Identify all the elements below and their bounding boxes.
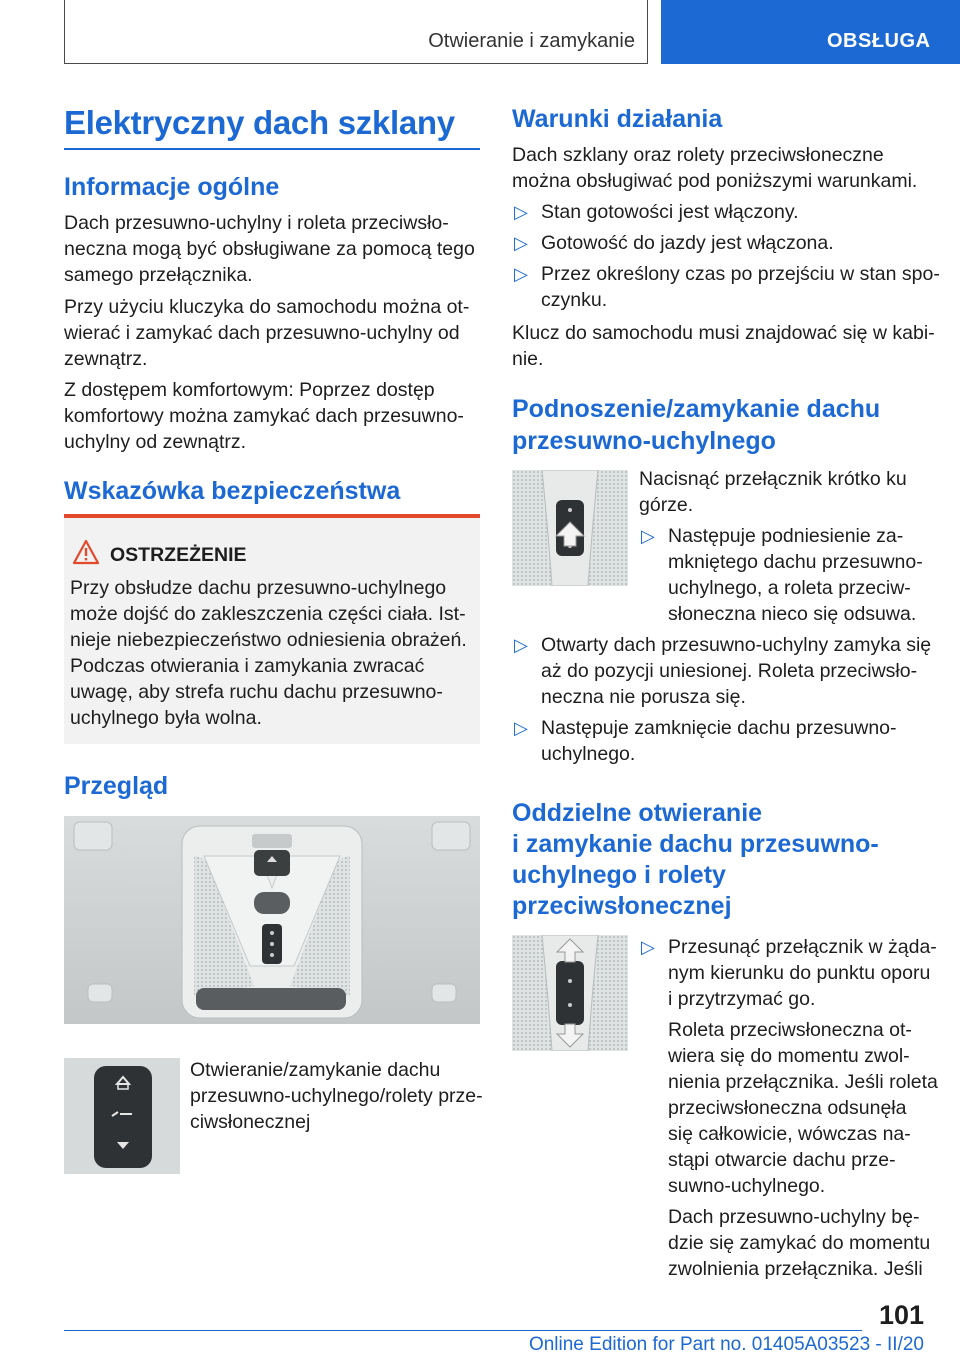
warning-line: nieje niebezpieczeństwo odniesienia obrażeń.	[70, 629, 467, 651]
separate-heading: i zamykanie dachu przesuwno-	[512, 830, 879, 858]
warning-line: może dojść do zakleszczenia części ciała. Ist-	[70, 603, 466, 625]
raise-bullet-line: uchylnego, a roleta przeciw-	[668, 577, 911, 599]
conditions-bullet: Gotowość do jazdy jest włączona.	[541, 232, 834, 254]
separate-paragraph-line: przeciwsłoneczna odsunęła	[668, 1097, 907, 1119]
separate-paragraph-line: Dach przesuwno-uchylny bę-	[668, 1206, 920, 1228]
bullet-arrow-icon: ▷	[514, 264, 528, 284]
raise-bullet-line: słoneczna nieco się odsuwa.	[668, 603, 917, 625]
bullet-arrow-icon: ▷	[641, 937, 655, 957]
conditions-bullet: Przez określony czas po przejściu w stan spo-	[541, 263, 940, 285]
separate-paragraph-line: nienia przełącznika. Jeśli roleta	[668, 1071, 938, 1093]
conditions-bullet: Stan gotowości jest włączony.	[541, 201, 799, 223]
raise-bullet-line: uchylnego.	[541, 743, 636, 765]
bullet-arrow-icon: ▷	[514, 233, 528, 253]
header-chapter-tab	[661, 0, 960, 64]
warning-title: OSTRZEŻENIE	[110, 544, 247, 566]
separate-bullet-line: i przytrzymać go.	[668, 988, 816, 1010]
separate-paragraph-line: suwno-uchylnego.	[668, 1175, 826, 1197]
conditions-intro: Dach szklany oraz rolety przeciwsłoneczne	[512, 144, 884, 166]
image-caption-line: Otwieranie/zamykanie dachu	[190, 1059, 441, 1081]
bullet-arrow-icon: ▷	[641, 526, 655, 546]
warning-triangle-icon	[72, 539, 100, 565]
raise-bullet-line: mkniętego dachu przesuwno-	[668, 551, 923, 573]
raise-bullet-line: Następuje zamknięcie dachu przesuwno-	[541, 717, 897, 739]
footer-rule	[64, 1330, 862, 1331]
warning-line: Przy obsłudze dachu przesuwno-uchylnego	[70, 577, 447, 599]
raise-heading: Podnoszenie/zamykanie dachu	[512, 395, 881, 423]
separate-paragraph-line: wiera się do momentu zwol-	[668, 1045, 910, 1067]
bullet-arrow-icon: ▷	[514, 635, 528, 655]
raise-bullet-line: aż do pozycji uniesionej. Roleta przeciwsło-	[541, 660, 918, 682]
info-line: samego przełącznika.	[64, 264, 253, 286]
raise-bullet-line: Otwarty dach przesuwno-uchylny zamyka się	[541, 634, 932, 656]
switch-closeup-image	[64, 1058, 180, 1174]
warning-line: uwagę, aby strefa ruchu dachu przesuwno-	[70, 681, 443, 703]
separate-paragraph-line: się całkowicie, wówczas na-	[668, 1123, 911, 1145]
roof-console-image	[64, 816, 480, 1024]
info-line: uchylny od zewnątrz.	[64, 431, 247, 453]
footer-edition: Online Edition for Part no. 01405A03523 - II/20	[528, 1334, 924, 1355]
raise-bullet-line: neczna nie porusza się.	[541, 686, 746, 708]
separate-heading: przeciwsłonecznej	[512, 892, 732, 920]
separate-paragraph-line: stąpi otwarcie dachu prze-	[668, 1149, 896, 1171]
separate-paragraph-line: zwolnienia przełącznika. Jeśli	[668, 1258, 923, 1280]
switch-up-down-image	[512, 935, 628, 1051]
info-line: wierać i zamykać dach przesuwno-uchylny od	[64, 322, 460, 344]
info-line: Z dostępem komfortowym: Poprzez dostęp	[64, 379, 435, 401]
page-title: Elektryczny dach szklany	[64, 104, 455, 141]
info-line: zewnątrz.	[64, 348, 148, 370]
separate-bullet-line: nym kierunku do punktu oporu	[668, 962, 931, 984]
overview-heading: Przegląd	[64, 772, 169, 800]
raise-intro: górze.	[639, 494, 694, 516]
key-note: nie.	[512, 348, 544, 370]
separate-heading: uchylnego i rolety	[512, 861, 726, 889]
conditions-intro: można obsługiwać pod poniższymi warunkami.	[512, 170, 918, 192]
raise-heading: przesuwno-uchylnego	[512, 427, 776, 455]
info-heading: Informacje ogólne	[64, 173, 280, 201]
separate-paragraph-line: dzie się zamykać do momentu	[668, 1232, 931, 1254]
header-section-box	[64, 0, 648, 64]
bullet-arrow-icon: ▷	[514, 202, 528, 222]
safety-heading: Wskazówka bezpieczeństwa	[64, 477, 401, 505]
warning-line: uchylnego była wolna.	[70, 707, 262, 729]
info-line: komfortowy można zamykać dach przesuwno-	[64, 405, 464, 427]
title-underline	[64, 148, 480, 150]
raise-bullet-line: Następuje podniesienie za-	[668, 525, 904, 547]
raise-intro: Nacisnąć przełącznik krótko ku	[639, 468, 907, 490]
warning-line: Podczas otwierania i zamykania zwracać	[70, 655, 425, 677]
header-chapter-label: OBSŁUGA	[827, 30, 931, 52]
conditions-bullet: czynku.	[541, 289, 608, 311]
info-line: neczna mogą być obsługiwane za pomocą tego	[64, 238, 475, 260]
separate-bullet-line: Przesunąć przełącznik w żąda-	[668, 936, 937, 958]
switch-push-up-image	[512, 470, 628, 586]
header-section-title: Otwieranie i zamykanie	[428, 30, 635, 52]
image-caption-line: przesuwno-uchylnego/rolety prze-	[190, 1085, 483, 1107]
key-note: Klucz do samochodu musi znajdować się w kabi-	[512, 322, 935, 344]
separate-paragraph-line: Roleta przeciwsłoneczna ot-	[668, 1019, 912, 1041]
bullet-arrow-icon: ▷	[514, 718, 528, 738]
page-number: 101	[878, 1300, 924, 1330]
info-line: Dach przesuwno-uchylny i roleta przeciwsło-	[64, 212, 449, 234]
conditions-heading: Warunki działania	[512, 105, 723, 133]
separate-heading: Oddzielne otwieranie	[512, 799, 763, 827]
info-line: Przy użyciu kluczyka do samochodu można ot-	[64, 296, 470, 318]
image-caption-line: ciwsłonecznej	[190, 1111, 311, 1133]
